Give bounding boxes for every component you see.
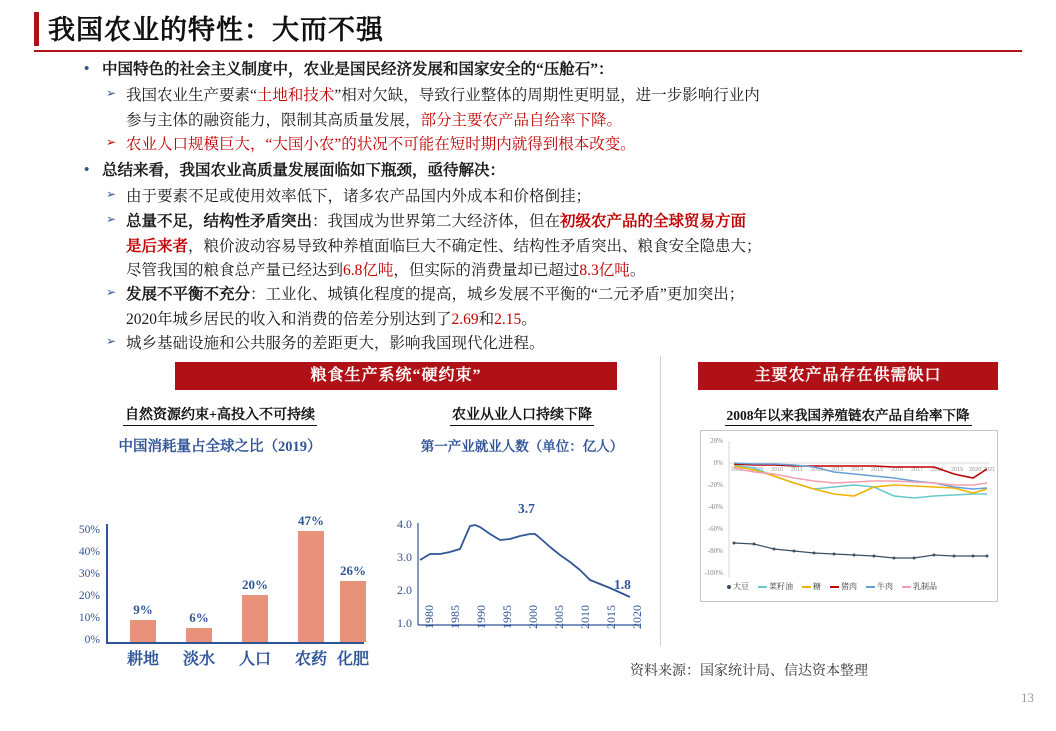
mini-chart-panel <box>690 404 1006 644</box>
y-tick: -40% <box>707 503 723 511</box>
svg-text:2014: 2014 <box>851 467 864 473</box>
banner-right: 主要农产品存在供需缺口 <box>698 362 998 390</box>
svg-text:2011: 2011 <box>791 467 803 473</box>
source-note: 资料来源：国家统计局、信达资本整理 <box>630 664 868 679</box>
arrow-icon: ➢ <box>106 86 117 101</box>
bullet-text: 发展不平衡不充分：工业化、城镇化程度的提高，城乡发展不平衡的“二元矛盾”更加突出； <box>126 286 745 304</box>
y-tick: 3.0 <box>397 550 412 564</box>
bar-value-label: 26% <box>340 563 366 578</box>
y-tick: 30% <box>78 568 100 580</box>
svg-text:2010: 2010 <box>771 467 784 473</box>
line-chart-subhead: 农业从业人口持续下降 <box>450 404 594 426</box>
x-tick: 2015 <box>604 605 618 629</box>
legend-item <box>866 581 893 592</box>
bar-value-label: 20% <box>242 577 268 592</box>
bar-chart-subhead: 自然资源约束+高投入不可持续 <box>123 404 317 426</box>
title-accent-bar <box>34 12 39 46</box>
x-category-label: 淡水 <box>182 651 215 668</box>
legend-label: 菜籽油 <box>769 582 793 591</box>
bullet-text: 城乡基础设施和公共服务的差距更大，影响我国现代化进程。 <box>126 335 545 353</box>
bullet-list <box>80 58 1010 357</box>
y-tick: 10% <box>78 612 100 624</box>
bullet-continuation: 是后来者，粮价波动容易导致种养植面临巨大不确定性、结构性矛盾突出、粮食安全隐患大； <box>126 238 762 256</box>
svg-text:2019: 2019 <box>951 467 964 473</box>
svg-text:2008: 2008 <box>731 467 744 473</box>
bullet-level1 <box>80 159 1010 183</box>
x-category-label: 农药 <box>294 651 327 668</box>
x-axis <box>106 642 364 644</box>
y-tick: 4.0 <box>397 517 412 531</box>
legend-label: 猪肉 <box>841 582 857 591</box>
bullet-level2 <box>80 283 1010 307</box>
banner-left: 粮食生产系统“硬约束” <box>175 362 617 390</box>
bullet-continuation: 参与主体的融资能力，限制其高质量发展，部分主要农产品自给率下降。 <box>126 112 623 130</box>
bar-value-label: 9% <box>133 602 153 617</box>
bullet-level2-red <box>80 133 1010 157</box>
svg-text:2018: 2018 <box>931 467 944 473</box>
bullet-dot-icon: • <box>84 61 90 77</box>
bullet-level2 <box>80 185 1010 209</box>
svg-text:2017: 2017 <box>911 467 924 473</box>
y-axis <box>106 524 108 644</box>
x-tick: 2005 <box>552 605 566 629</box>
bullet-text: 由于要素不足或使用效率低下，诸多农产品国内外成本和价格倒挂； <box>126 188 592 206</box>
y-tick: 40% <box>78 546 100 558</box>
bar <box>340 581 366 642</box>
x-category-label: 化肥 <box>336 651 369 668</box>
x-category-label: 人口 <box>238 651 271 668</box>
svg-text:2012: 2012 <box>811 467 824 473</box>
arrow-icon: ➢ <box>106 334 117 349</box>
x-tick: 2020 <box>630 605 644 629</box>
legend-item <box>830 581 857 592</box>
bar-chart-title: 中国消耗量占全球之比（2019） <box>118 439 322 455</box>
bullet-text: 总结来看，我国农业高质量发展面临如下瓶颈，亟待解决： <box>102 162 506 180</box>
bullet-continuation: 2020年城乡居民的收入和消费的倍差分别达到了2.69和2.15。 <box>126 311 537 329</box>
page-number: 13 <box>1021 690 1034 705</box>
svg-text:2016: 2016 <box>891 467 904 473</box>
line-chart-plot <box>382 461 662 661</box>
x-tick: 1995 <box>500 605 514 629</box>
svg-text:2013: 2013 <box>831 467 844 473</box>
legend-label: 乳制品 <box>913 582 937 591</box>
svg-text:2015: 2015 <box>871 467 884 473</box>
bar-chart-panel <box>60 404 380 668</box>
bullet-level1 <box>80 58 1010 82</box>
y-tick: 0% <box>84 634 100 646</box>
svg-text:2021: 2021 <box>983 467 996 473</box>
legend-label: 牛肉 <box>877 582 893 591</box>
bullet-level2 <box>80 332 1010 356</box>
line-chart-svg <box>382 461 662 661</box>
x-tick: 1985 <box>448 605 462 629</box>
y-tick: 20% <box>710 437 723 445</box>
y-tick: 50% <box>78 524 100 536</box>
page-title: 我国农业的特性：大而不强 <box>48 15 384 45</box>
bullet-text: 农业人口规模巨大，“大国小农”的状况不可能在短时期内就得到根本改变。 <box>126 136 636 154</box>
legend-item <box>758 581 793 592</box>
arrow-icon: ➢ <box>106 135 117 150</box>
title-underline <box>34 50 1022 52</box>
y-tick: 1.0 <box>397 616 412 630</box>
x-tick: 1990 <box>474 605 488 629</box>
y-tick: -100% <box>704 569 723 577</box>
x-tick: 1980 <box>422 605 436 629</box>
bar-value-label: 47% <box>298 513 324 528</box>
arrow-icon: ➢ <box>106 187 117 202</box>
bar <box>130 620 156 642</box>
legend-item <box>727 581 749 592</box>
bar <box>242 595 268 642</box>
line-annotation: 3.7 <box>518 501 535 516</box>
line-chart-title: 第一产业就业人数（单位：亿人） <box>420 439 624 454</box>
bullet-text: 总量不足，结构性矛盾突出：我国成为世界第二大经济体，但在初级农产品的全球贸易方面 <box>126 213 747 231</box>
mini-chart-subhead: 2008年以来我国养殖链农产品自给率下降 <box>725 404 972 426</box>
mini-chart-plot <box>700 430 998 602</box>
bullet-text: 我国农业生产要素“土地和技术”相对欠缺，导致行业整体的周期性更明显，进一步影响行业内 <box>126 87 760 105</box>
bullet-level2 <box>80 84 1010 108</box>
bullet-continuation: 尽管我国的粮食总产量已经达到6.8亿吨，但实际的消费量却已超过8.3亿吨。 <box>126 262 646 280</box>
bar <box>298 531 324 642</box>
legend-label: 糖 <box>813 582 821 591</box>
line-annotation: 1.8 <box>614 577 631 592</box>
y-tick: 2.0 <box>397 583 412 597</box>
svg-text:2009: 2009 <box>751 467 764 473</box>
legend-item <box>802 581 821 592</box>
bullet-level2 <box>80 210 1010 234</box>
mini-chart-legend <box>727 581 937 592</box>
y-tick: 0% <box>713 459 723 467</box>
arrow-icon: ➢ <box>106 212 117 227</box>
legend-item <box>902 581 937 592</box>
svg-text:2020: 2020 <box>969 467 982 473</box>
arrow-icon: ➢ <box>106 285 117 300</box>
x-tick: 2010 <box>578 605 592 629</box>
mini-chart-svg <box>701 431 997 601</box>
bullet-text: 中国特色的社会主义制度中，农业是国民经济发展和国家安全的“压舱石”： <box>102 61 614 78</box>
x-category-label: 耕地 <box>126 651 159 668</box>
y-tick: -80% <box>707 547 723 555</box>
legend-label: 大豆 <box>733 582 749 591</box>
bullet-dot-icon: • <box>84 162 90 179</box>
y-tick: -20% <box>707 481 723 489</box>
bar <box>186 628 212 642</box>
y-tick: 20% <box>78 590 100 602</box>
bar-chart-plot <box>60 462 380 668</box>
bar-value-label: 6% <box>189 610 209 625</box>
line-chart-panel <box>382 404 662 644</box>
y-tick: -60% <box>707 525 723 533</box>
x-tick: 2000 <box>526 605 540 629</box>
